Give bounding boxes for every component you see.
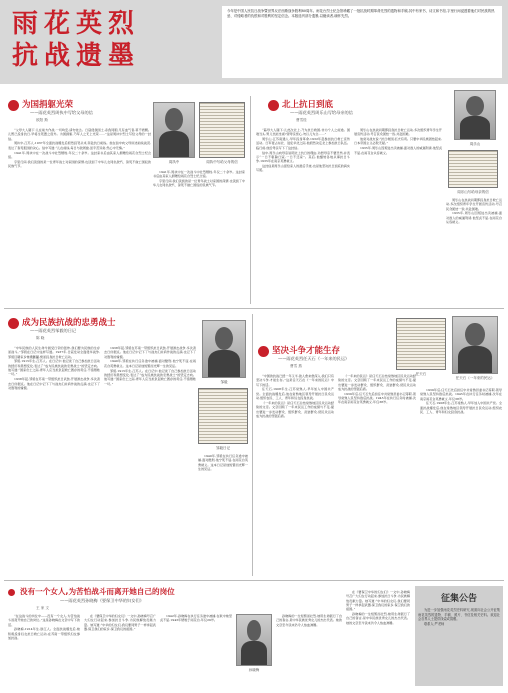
section-5-body-cont2	[160, 614, 232, 688]
paragraph: “父母大人膝下:儿在前方作战,一切均安,请勿挂念。日寇侵我国土,杀我同胞,凡有血气者,莫不愤慨。儿既已投身抗日,早将生死置之度外。为国捐躯,乃军人之无上光荣……”这是周执中烈士写给父母的一封信。	[8, 128, 151, 141]
section-3-body-side	[198, 454, 248, 574]
section-1-body-cont	[153, 170, 245, 303]
letter-caption: 周执中写给父母的信	[206, 160, 238, 164]
section-5-subtitle: ——雨花英烈孙晓梅《要保卫中华的妇女们》	[60, 598, 144, 603]
paragraph: 周乐山,江苏南通人,早年投身革命,1932年起参加抗日救亡宣传活动。日军侵占东北、进犯华北之际,他毅然决定北上参加抗日队伍。临行前,他给母亲写下了这封信。	[256, 137, 350, 150]
paragraph: 1942年,孙晓梅在执行任务途中被捕,在狱中她坚贞不屈,1943年牺牲于雨花台,年仅29岁。	[160, 614, 232, 623]
portrait-photo	[452, 316, 498, 374]
paragraph: “中国的抗战已经一年又半,敌人愈来愈深入,我们只有坚决斗争,才能生存。”这是任天石在《一年来的民运》中写下的话。	[256, 374, 334, 387]
intro-text: 今年是中国人民抗日战争暨世界反法西斯战争胜利80周年。雨花台烈士纪念馆珍藏了一批抗战时期革命先烈的遗物和手稿,其中有家书、诗文和书信,字里行间浸透着他们对民族的热爱、对侵略者的仇恨和对胜利的坚定信念。本版选刊部分遗墨,以飨读者,缅怀先烈。	[222, 6, 502, 78]
letter-caption: 周乐山写给母亲的信	[457, 190, 489, 194]
column-divider	[252, 314, 253, 576]
notice-box	[415, 586, 503, 686]
paragraph: 他常对战友说:“抗日救国,匹夫有责。只要中华民族团结起来,日本帝国主义必败无疑。”	[354, 137, 442, 146]
section-divider	[4, 308, 504, 309]
portrait-photo	[236, 614, 272, 666]
section-2-body-cont	[354, 128, 442, 303]
paragraph: 任天石,1908年生,江苏常熟人,早年加入中国共产党。全面抗战爆发后,他在常熟地区领导开展抗日民众运动,组织农民、工人、青年和妇女投身抗战。	[256, 387, 334, 401]
section-2-body-side	[446, 198, 502, 303]
section-3-body-cont	[104, 346, 196, 574]
section-3-title: 成为民族抗战的忠勇战士	[22, 318, 116, 328]
paragraph: 任天石,1908年生,江苏常熟人,早年加入中国共产党。全面抗战爆发后,他在常熟地区领导开展抗日民众运动,组织农民、工人、青年和妇女投身抗战。	[420, 401, 502, 415]
paragraph: 1935年,周乐山因叛徒出卖被捕,面对敌人的威逼利诱,他坚贞不屈,在雨花台从容就义。	[446, 211, 502, 225]
paragraph: 孙晓梅的一生短暂而壮烈,她用生命践行了自己的誓言,是中华民族优秀女儿的杰出代表。她的文章至今读来仍令人热血沸腾。	[276, 614, 342, 627]
paragraph: 为进一步加强雨花英烈史料研究,现面向社会公开征集雨花英烈的遗物、手稿、照片、书信及相关史料。欢迎社会各界人士提供线索或捐赠。	[418, 608, 500, 622]
section-1-byline: 欧阳 斯	[36, 118, 48, 122]
paragraph: 1940年,邹毅在执行任务途中被捕,面对酷刑,他宁死不屈,在雨花台英勇就义。这本日记是他短暂而光辉一生的见证。	[104, 359, 196, 368]
portrait-photo	[454, 90, 496, 140]
notice-title: 征集公告	[440, 594, 477, 604]
section-badge-icon	[8, 589, 15, 596]
photo-caption: 周执中	[168, 160, 180, 164]
portrait-photo	[202, 320, 246, 378]
title-line-1: 雨花英烈	[12, 9, 141, 39]
photo-caption: 孙晓梅	[248, 668, 260, 672]
paragraph: “中华民族的人民生命今晨受日帝的轰炸,我们要为民族的生存而战斗。”邹毅在日记中这样写道。1937年,日寇发动全面侵华战争,邹毅目睹家乡惨遭蹂躏,愤而投身抗日救亡运动。	[8, 346, 100, 359]
section-2-title: 北上抗日到底	[282, 100, 334, 110]
paragraph: 1938年起,邹毅在苏南一带组织抗日武装,开展游击战争,多次袭击日伪据点。他在日记中记下了与战友们并肩作战的点滴,也记下了对胜利的憧憬。	[8, 377, 100, 390]
paragraph: 《一年来的民运》是任天石总结常熟地区民众运动经验的文章。文章回顾了一年来民运工作的成绩与不足,提出要进一步发动群众、组织群众、武装群众,使民众运动成为抗战的坚强后盾。	[256, 400, 334, 418]
paragraph: 这封信是周乐山留给家人的最后手迹,也是他坚决抗日到底的真实写照。	[256, 164, 350, 173]
photo-caption: 任天石	[415, 372, 427, 376]
paragraph: 在《要保卫中华的妇女们》一文中,孙晓梅号召广大妇女行动起来,参加抗日斗争,为民族解放贡献力量。她写道:“中华的妇女们,我们要同男子一样拿起武器,保卫我们的家乡,保卫我们的祖国。”	[346, 590, 410, 612]
paragraph: “在这战斗的岗位中——没有一个女人,为苦怕战斗而离开她自己的岗位。”这是孙晓梅在文章中写下的话。	[8, 614, 80, 627]
column-divider	[250, 96, 251, 304]
paragraph: 信中,周乐山向母亲说明北上抗日的理由,劝慰母亲不要悲伤,并表示“一日不驱除日寇,一日不还家”。其后,他辗转各地从事抗日斗争,1935年在南京英勇就义。	[256, 150, 350, 164]
paragraph: 1938年起,邹毅在苏南一带组织抗日武装,开展游击战争,多次袭击日伪据点。他在日记中记下了与战友们并肩作战的点滴,也记下了对胜利的憧憬。	[104, 346, 196, 359]
manuscript-caption: 任天石《一年来的民运》	[455, 376, 495, 380]
section-badge-icon	[8, 318, 19, 329]
paragraph: “慈母大人膝下:儿此次北上,乃为抗日救国,非为个人之前途。国难当头,男儿岂能坐视?望母亲宽心,勿以儿为念……”	[256, 128, 350, 137]
paragraph: 周执中,江苏人,1937年全面抗战爆发后毅然投笔从戎,奔赴抗日前线。他在信中向父母讲述前线战况,表达了誓死报国的决心。信中写道:“儿在前线,每日与敌周旋,虽辛苦异常,然心中无愧。”	[8, 141, 151, 150]
section-badge-icon	[8, 100, 19, 111]
photo-caption: 邹毅	[220, 380, 228, 384]
section-1-title: 为国捐躯光荣	[22, 100, 74, 110]
section-2-subtitle: ——雨花英烈周乐山写给母亲的信	[290, 110, 353, 115]
paragraph: 在《要保卫中华的妇女们》一文中,孙晓梅号召广大妇女行动起来,参加抗日斗争,为民族解放贡献力量。她写道:“中华的妇女们,我们要同男子一样拿起武器,保卫我们的家乡,保卫我们的祖国。”	[84, 614, 156, 631]
section-5-title: 没有一个女人,为苦怕战斗而离开她自己的岗位	[20, 587, 175, 596]
section-4-title: 坚决斗争才能生存	[272, 346, 341, 356]
letter-scan	[448, 150, 498, 188]
section-4-body	[256, 374, 334, 574]
paragraph: 1939年后,任天石先后担任中共常熟县委书记等职,领导常熟人民坚持敌后抗战。1945年在执行任务时被捕,次年在南京雨花台英勇就义,年仅38岁。	[338, 391, 416, 405]
paragraph: 邹毅,1915年生,江苏人。在日记中,他记录了自己参加抗日活动的经历和思想变化,表达了“成为民族抗战的忠勇战士”的坚定志向。他写道:“国家危亡之际,青年人应当担负起救亡图存的责任,不惜牺牲一切。”	[8, 359, 100, 377]
portrait-photo	[153, 102, 195, 158]
section-badge-icon	[268, 100, 279, 111]
paragraph: 孙晓梅的一生短暂而壮烈,她用生命践行了自己的誓言,是中华民族优秀女儿的杰出代表。她的文章至今读来仍令人热血沸腾。	[346, 612, 410, 625]
section-5-byline: 王 家 文	[36, 606, 50, 610]
paragraph: 1941年,周执中在一次战斗中壮烈牺牲,年仅二十余岁。这封家书后由其家人捐赠给雨花台烈士纪念馆。	[8, 150, 151, 159]
manuscript-scan	[396, 318, 446, 370]
section-4-subtitle: ——雨花英烈任天石《一年来的民运》	[278, 356, 350, 361]
title-line-2: 抗战遗墨	[12, 41, 141, 71]
paragraph: 孙晓梅,1914年生,浙江人。全面抗战爆发后,她积极投身妇女抗日救亡运动,在苏南一带组织妇女参加抗战。	[8, 627, 80, 641]
section-3-byline: 陈 晓	[36, 336, 45, 340]
notice-contact: 联系人:严老师	[424, 622, 445, 627]
section-4-body-cont	[338, 374, 416, 574]
masthead-title	[12, 8, 188, 78]
paragraph: 邹毅,1915年生,江苏人。在日记中,他记录了自己参加抗日活动的经历和思想变化,表达了“成为民族抗战的忠勇战士”的坚定志向。他写道:“国家危亡之际,青年人应当担负起救亡图存的责任,不惜牺牲一切。”	[104, 368, 196, 386]
section-4-body-side	[420, 388, 502, 574]
diary-caption: 邹毅日记	[216, 446, 230, 450]
paragraph: 1941年,周执中在一次战斗中壮烈牺牲,年仅二十余岁。这封家书后由其家人捐赠给雨花台烈士纪念馆。	[153, 170, 245, 179]
diary-scan	[198, 388, 248, 444]
paragraph: 字里行间,我们读到的是一位青年战士对家国的深情,也读到了中华儿女同仇敌忾、誓死不做亡国奴的民族气节。	[8, 159, 151, 169]
section-2-byline: 曹雪桂	[296, 118, 307, 122]
section-3-subtitle: ——雨花英烈邹毅的日记	[30, 328, 77, 333]
paragraph: 《一年来的民运》是任天石总结常熟地区民众运动经验的文章。文章回顾了一年来民运工作的成绩与不足,提出要进一步发动群众、组织群众、武装群众,使民众运动成为抗战的坚强后盾。	[338, 374, 416, 391]
section-2-body	[256, 128, 350, 303]
section-5-body	[8, 614, 80, 688]
paragraph: 周乐山在抗战初期即投身抗日救亡运动,多次组织青年学生开展宣传活动,号召民众团结一致,共赴国难。	[446, 198, 502, 211]
section-1-subtitle: ——雨花英烈周执中写给父母的信	[30, 110, 93, 115]
paragraph: 1935年,周乐山因叛徒出卖被捕,面对敌人的威逼利诱,他坚贞不屈,在雨花台从容就义。	[354, 146, 442, 155]
section-4-byline: 曹雪 燕	[290, 364, 302, 368]
letter-scan	[199, 102, 245, 158]
photo-caption: 周乐山	[469, 142, 481, 146]
section-1-body	[8, 128, 151, 303]
notice-body	[418, 608, 500, 628]
paragraph: 周乐山在抗战初期即投身抗日救亡运动,多次组织青年学生开展宣传活动,号召民众团结一致,共赴国难。	[354, 128, 442, 137]
section-5-body-cont3	[276, 614, 342, 688]
section-3-body	[8, 346, 100, 574]
section-5-body-cont4	[346, 590, 410, 688]
paragraph: 1939年后,任天石先后担任中共常熟县委书记等职,领导常熟人民坚持敌后抗战。1945年在执行任务时被捕,次年在南京雨花台英勇就义,年仅38岁。	[420, 388, 502, 401]
section-5-body-cont	[84, 614, 156, 688]
paragraph: 字里行间,我们读到的是一位青年战士对家国的深情,也读到了中华儿女同仇敌忾、誓死不做亡国奴的民族气节。	[153, 179, 245, 188]
section-divider	[4, 580, 504, 581]
paragraph: 1940年,邹毅在执行任务途中被捕,面对酷刑,他宁死不屈,在雨花台英勇就义。这本日记是他短暂而光辉一生的见证。	[198, 454, 248, 471]
section-badge-icon	[258, 346, 269, 357]
